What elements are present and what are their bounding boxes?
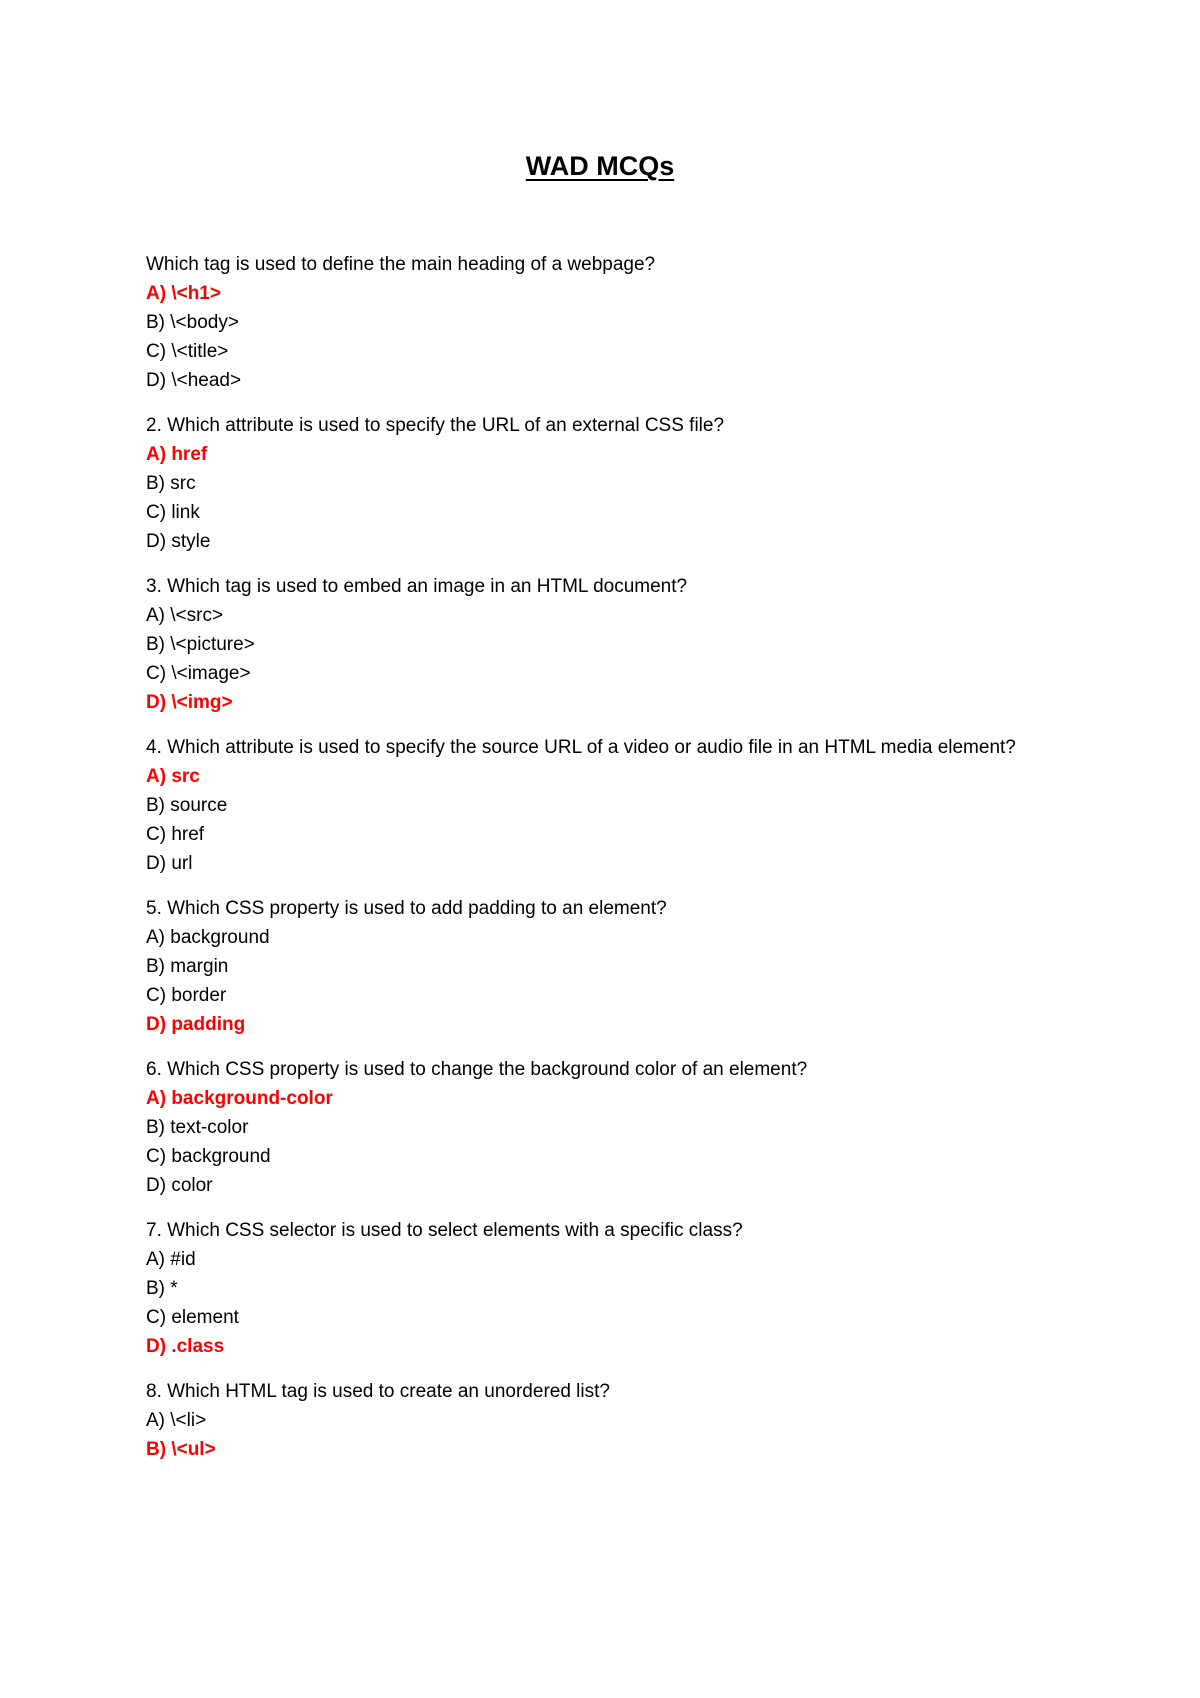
question-text: 2. Which attribute is used to specify the URL of an external CSS file? <box>146 415 725 436</box>
question-8 <box>146 1377 1046 1464</box>
option-a: A) background <box>146 927 270 948</box>
question-text: Which tag is used to define the main heading of a webpage? <box>146 254 656 275</box>
option-a: A) background-color <box>146 1088 333 1109</box>
option-b: B) \<ul> <box>146 1439 216 1460</box>
option-b: B) \<picture> <box>146 634 255 655</box>
option-d: D) \<img> <box>146 692 233 713</box>
option-list <box>146 1084 1046 1200</box>
option-list <box>146 1245 1046 1361</box>
question-7 <box>146 1216 1046 1361</box>
option-a: A) href <box>146 444 208 465</box>
option-a: A) \<src> <box>146 605 224 626</box>
option-list <box>146 601 1046 717</box>
option-list <box>146 762 1046 878</box>
option-list <box>146 1406 1046 1464</box>
option-d: D) padding <box>146 1014 246 1035</box>
question-4 <box>146 733 1046 878</box>
option-d: D) style <box>146 531 211 552</box>
option-b: B) src <box>146 473 196 494</box>
page-title: WAD MCQs <box>525 151 675 181</box>
question-text: 7. Which CSS selector is used to select elements with a specific class? <box>146 1220 743 1241</box>
question-3 <box>146 572 1046 717</box>
question-6 <box>146 1055 1046 1200</box>
option-d: D) .class <box>146 1336 225 1357</box>
question-1 <box>146 250 1046 395</box>
option-a: A) src <box>146 766 200 787</box>
option-c: C) element <box>146 1307 239 1328</box>
option-a: A) \<h1> <box>146 283 221 304</box>
question-5 <box>146 894 1046 1039</box>
question-2 <box>146 411 1046 556</box>
option-b: B) source <box>146 795 228 816</box>
option-b: B) * <box>146 1278 178 1299</box>
option-d: D) \<head> <box>146 370 242 391</box>
option-c: C) \<image> <box>146 663 251 684</box>
option-d: D) color <box>146 1175 213 1196</box>
option-list <box>146 440 1046 556</box>
question-text: 6. Which CSS property is used to change the background color of an element? <box>146 1059 808 1080</box>
question-text: 8. Which HTML tag is used to create an unordered list? <box>146 1381 610 1402</box>
option-c: C) \<title> <box>146 341 229 362</box>
question-text: 3. Which tag is used to embed an image in an HTML document? <box>146 576 688 597</box>
option-b: B) margin <box>146 956 229 977</box>
option-c: C) href <box>146 824 205 845</box>
question-list <box>146 250 1046 1480</box>
option-list <box>146 923 1046 1039</box>
option-a: A) \<li> <box>146 1410 207 1431</box>
option-a: A) #id <box>146 1249 196 1270</box>
option-b: B) text-color <box>146 1117 249 1138</box>
option-c: C) background <box>146 1146 271 1167</box>
option-c: C) link <box>146 502 200 523</box>
question-text: 5. Which CSS property is used to add padding to an element? <box>146 898 667 919</box>
question-text: 4. Which attribute is used to specify the source URL of a video or audio file in an HTML media element? <box>146 737 1016 758</box>
option-list <box>146 279 1046 395</box>
option-b: B) \<body> <box>146 312 239 333</box>
option-c: C) border <box>146 985 227 1006</box>
option-d: D) url <box>146 853 193 874</box>
